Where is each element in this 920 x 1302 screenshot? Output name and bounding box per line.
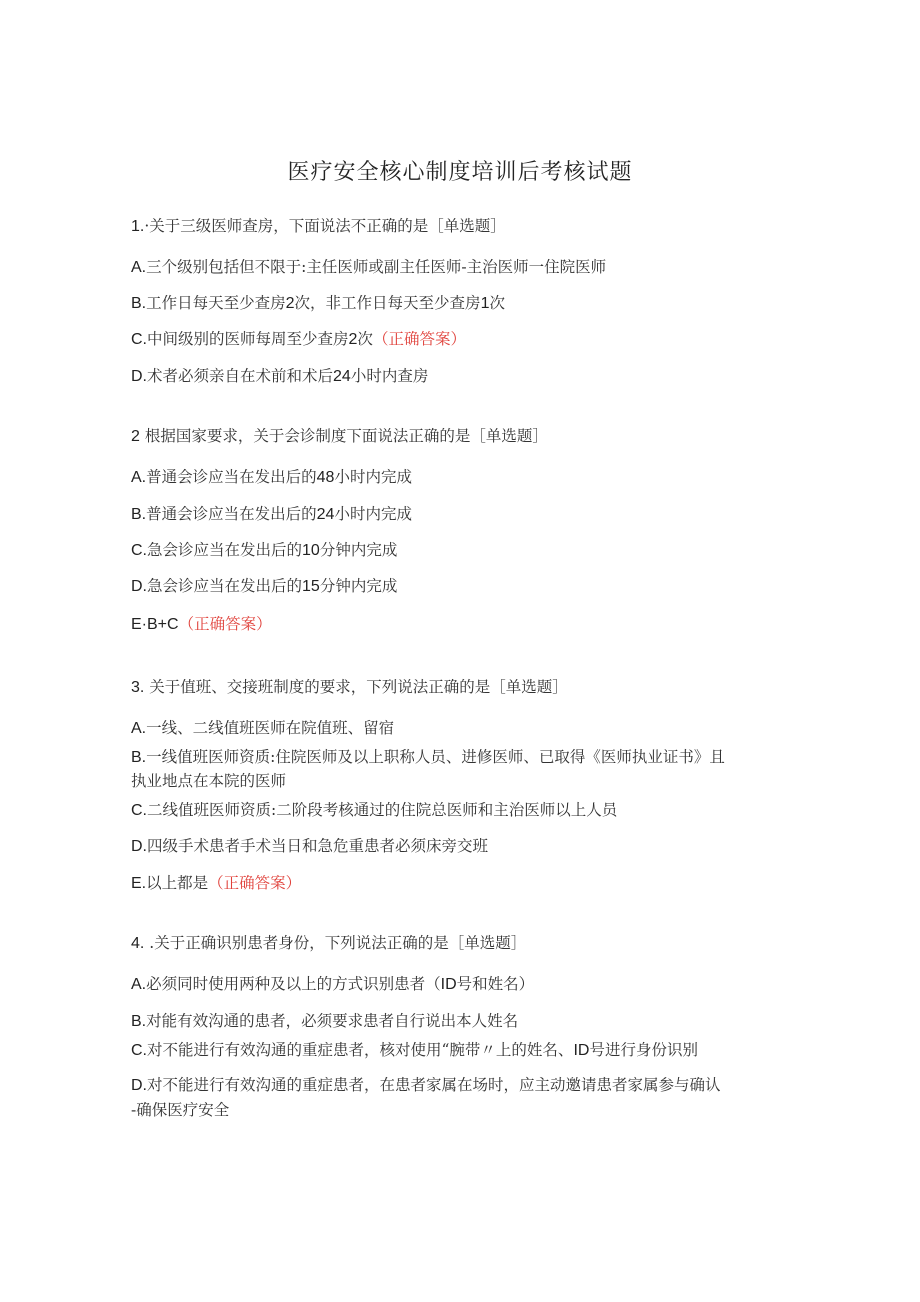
- question-1-option-b: [131, 292, 791, 315]
- question-text: .关于正确识别患者身份，下列说法正确的是［单选题］: [149, 934, 527, 952]
- option-text: 一线、二线值班医师在院值班、留宿: [146, 719, 395, 737]
- question-number: 4.: [131, 935, 145, 952]
- option-label: A.: [131, 259, 147, 276]
- option-label: E.: [131, 875, 147, 892]
- option-number: 2: [348, 331, 358, 348]
- question-number: 1.: [131, 218, 145, 235]
- option-label: B.: [131, 295, 147, 312]
- option-text: 小时内完成: [334, 505, 412, 523]
- option-text: 三个级别包括但不限于:主任医师或副主任医师-主治医师一住院医师: [146, 258, 607, 276]
- option-number: 24: [333, 368, 351, 385]
- question-3-option-b: [131, 746, 791, 769]
- option-label: D.: [131, 1077, 147, 1094]
- question-3-option-e: [131, 872, 791, 895]
- option-text: 分钟内完成: [319, 577, 398, 595]
- question-3-option-c: [131, 799, 791, 822]
- question-3-option-a: [131, 717, 791, 740]
- question-2-option-c: [131, 539, 791, 562]
- option-label: E·B+C: [131, 616, 179, 633]
- question-number: 3.: [131, 679, 145, 696]
- option-text: 对不能进行有效沟通的重症患者，在患者家属在场时，应主动邀请患者家属参与确认: [147, 1076, 721, 1094]
- question-1-stem: [131, 215, 791, 238]
- option-label: A.: [131, 469, 147, 486]
- option-text: -确保医疗安全: [131, 1101, 230, 1119]
- option-text: 对不能进行有效沟通的重症患者，核对使用“腕带〃上的姓名、: [147, 1041, 574, 1059]
- question-3-option-d: [131, 835, 791, 858]
- correct-answer-mark: （正确答案）: [208, 874, 302, 892]
- option-text: 执业地点在本院的医师: [131, 772, 287, 790]
- option-number: 15: [302, 578, 320, 595]
- option-text: 分钟内完成: [319, 541, 398, 559]
- option-label: B.: [131, 506, 147, 523]
- question-2-option-a: [131, 466, 791, 489]
- question-text: 根据国家要求，关于会诊制度下面说法正确的是［单选题］: [144, 427, 548, 445]
- option-text: 次，非工作日每天至少查房: [294, 294, 481, 312]
- option-label: A.: [131, 976, 147, 993]
- option-text: 工作日每天至少查房: [146, 294, 286, 312]
- option-text: 次: [489, 294, 505, 312]
- option-number: 1: [480, 295, 490, 312]
- option-text: 中间级别的医师每周至少查房: [147, 330, 349, 348]
- option-label: D.: [131, 838, 147, 855]
- option-label: C.: [131, 331, 147, 348]
- option-label: A.: [131, 720, 147, 737]
- option-text: 一线值班医师资质:住院医师及以上职称人员、进修医师、已取得《医师执业证书》且: [146, 748, 725, 766]
- question-4-option-b: [131, 1010, 791, 1033]
- option-text: 普通会诊应当在发出后的: [146, 505, 317, 523]
- question-text: ·关于三级医师查房，下面说法不正确的是［单选题］: [144, 217, 506, 235]
- question-1-option-d: [131, 365, 791, 388]
- option-text: 以上都是: [146, 874, 209, 892]
- option-label: B.: [131, 1013, 147, 1030]
- option-number: ID: [573, 1042, 590, 1059]
- question-4-stem: [131, 932, 791, 955]
- question-2-option-b: [131, 503, 791, 526]
- option-text: 术者必须亲自在术前和术后: [147, 367, 334, 385]
- option-number: 10: [302, 542, 320, 559]
- question-number: 2: [131, 428, 140, 445]
- option-number: 24: [316, 506, 335, 523]
- option-text: 次: [357, 330, 373, 348]
- option-text: 急会诊应当在发出后的: [147, 541, 303, 559]
- question-4-option-d: [131, 1074, 791, 1097]
- option-text: 对能有效沟通的患者，必须要求患者自行说出本人姓名: [146, 1012, 519, 1030]
- option-label: C.: [131, 542, 147, 559]
- option-number: 48: [316, 469, 335, 486]
- question-2-option-d: [131, 575, 791, 598]
- option-number: ID: [440, 976, 457, 993]
- document-title: 医疗安全核心制度培训后考核试题: [287, 160, 633, 185]
- question-2-option-e: [131, 613, 791, 636]
- question-1-option-a: [131, 256, 791, 279]
- option-text: 普通会诊应当在发出后的: [146, 468, 317, 486]
- question-text: 关于值班、交接班制度的要求，下列说法正确的是［单选题］: [149, 678, 568, 696]
- question-3-option-b-continuation: [131, 770, 791, 792]
- question-4-option-c: [131, 1039, 791, 1062]
- option-label: B.: [131, 749, 147, 766]
- option-text: 急会诊应当在发出后的: [147, 577, 303, 595]
- option-label: C.: [131, 1042, 147, 1059]
- option-text: 小时内查房: [350, 367, 429, 385]
- question-4-option-a: [131, 973, 791, 996]
- option-label: D.: [131, 578, 147, 595]
- question-3-stem: [131, 676, 791, 699]
- option-text: 小时内完成: [334, 468, 412, 486]
- option-text: 必须同时使用两种及以上的方式识别患者（: [146, 975, 441, 993]
- question-2-stem: [131, 425, 791, 448]
- question-4-option-d-continuation: [131, 1099, 791, 1121]
- option-label: D.: [131, 368, 147, 385]
- option-text: 号进行身份识别: [589, 1041, 698, 1059]
- question-1-option-c: [131, 328, 791, 351]
- option-text: 二线值班医师资质:二阶段考核通过的住院总医师和主治医师以上人员: [147, 801, 618, 819]
- option-text: 四级手术患者手术当日和急危重患者必须床旁交班: [147, 837, 489, 855]
- option-number: 2: [285, 295, 295, 312]
- option-text: 号和姓名）: [456, 975, 535, 993]
- correct-answer-mark: （正确答案）: [372, 330, 466, 348]
- correct-answer-mark: （正确答案）: [178, 615, 272, 633]
- option-label: C.: [131, 802, 147, 819]
